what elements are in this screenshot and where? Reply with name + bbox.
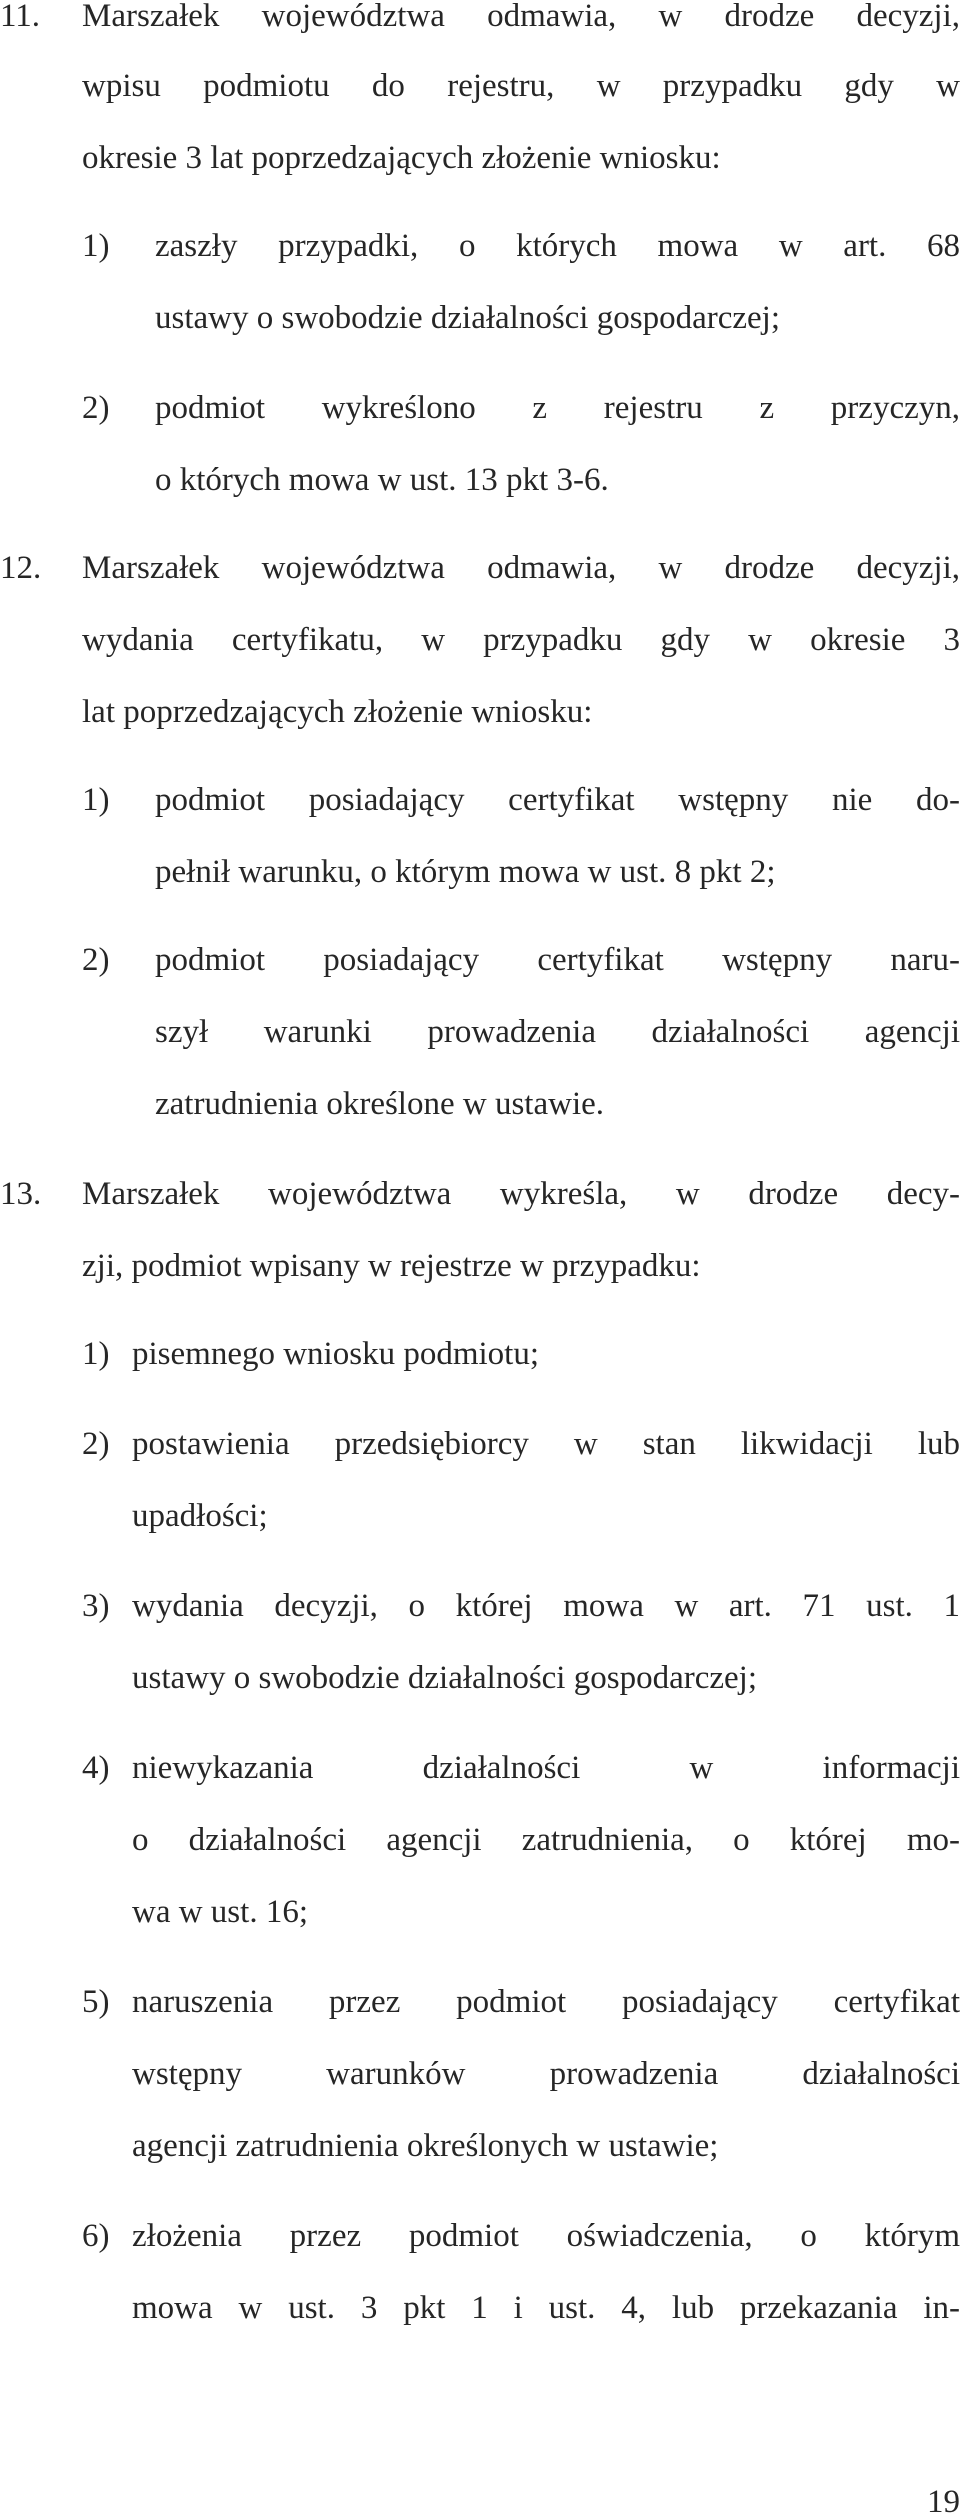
section-text-line: lat poprzedzających złożenie wniosku: <box>82 694 593 730</box>
section-text-line: zji, podmiot wpisany w rejestrze w przypadku: <box>82 1248 701 1284</box>
section-text-line: wydania certyfikatu, w przypadku gdy w okresie 3 <box>82 622 960 658</box>
section-number: 11. <box>0 0 41 34</box>
item-text-line: naruszenia przez podmiot posiadający certyfikat <box>132 1984 960 2020</box>
item-text-line: podmiot wykreślono z rejestru z przyczyn, <box>155 390 960 426</box>
item-text-line: o działalności agencji zatrudnienia, o której mo- <box>132 1822 960 1858</box>
item-text-line: niewykazania działalności w informacji <box>132 1750 960 1786</box>
item-text-line: wstępny warunków prowadzenia działalności <box>132 2056 960 2092</box>
section-text-line: Marszałek województwa wykreśla, w drodze decy- <box>82 1176 960 1212</box>
section-number: 12. <box>0 550 42 586</box>
item-text-line: podmiot posiadający certyfikat wstępny naru- <box>155 942 960 978</box>
item-text-line: ustawy o swobodzie działalności gospodarczej; <box>155 300 780 336</box>
item-text-line: wydania decyzji, o której mowa w art. 71 ust. 1 <box>132 1588 960 1624</box>
section-number: 13. <box>0 1176 42 1212</box>
item-text-line: podmiot posiadający certyfikat wstępny nie do- <box>155 782 960 818</box>
section-text-line: Marszałek województwa odmawia, w drodze decyzji, <box>82 550 960 586</box>
item-number: 3) <box>82 1588 110 1624</box>
section-text-line: wpisu podmiotu do rejestru, w przypadku gdy w <box>82 68 960 104</box>
item-text-line: postawienia przedsiębiorcy w stan likwidacji lub <box>132 1426 960 1462</box>
item-number: 1) <box>82 228 110 264</box>
item-text-line: wa w ust. 16; <box>132 1894 308 1930</box>
item-text-line: mowa w ust. 3 pkt 1 i ust. 4, lub przekazania in- <box>132 2290 960 2326</box>
page-number: 19 <box>927 2484 960 2520</box>
section-text-line: okresie 3 lat poprzedzających złożenie wniosku: <box>82 140 721 176</box>
item-number: 6) <box>82 2218 110 2254</box>
item-text-line: zatrudnienia określone w ustawie. <box>155 1086 605 1122</box>
item-text-line: szył warunki prowadzenia działalności agencji <box>155 1014 960 1050</box>
item-number: 4) <box>82 1750 110 1786</box>
item-text-line: agencji zatrudnienia określonych w ustawie; <box>132 2128 719 2164</box>
item-text-line: złożenia przez podmiot oświadczenia, o którym <box>132 2218 960 2254</box>
item-number: 2) <box>82 390 110 426</box>
item-text-line: upadłości; <box>132 1498 268 1534</box>
item-number: 2) <box>82 942 110 978</box>
item-text-line: zaszły przypadki, o których mowa w art. 68 <box>155 228 960 264</box>
item-number: 1) <box>82 782 110 818</box>
item-number: 2) <box>82 1426 110 1462</box>
item-number: 1) <box>82 1336 110 1372</box>
item-text-line: ustawy o swobodzie działalności gospodarczej; <box>132 1660 757 1696</box>
section-text-line: Marszałek województwa odmawia, w drodze decyzji, <box>82 0 960 34</box>
item-text-line: pisemnego wniosku podmiotu; <box>132 1336 539 1372</box>
item-number: 5) <box>82 1984 110 2020</box>
item-text-line: o których mowa w ust. 13 pkt 3-6. <box>155 462 609 498</box>
item-text-line: pełnił warunku, o którym mowa w ust. 8 pkt 2; <box>155 854 776 890</box>
